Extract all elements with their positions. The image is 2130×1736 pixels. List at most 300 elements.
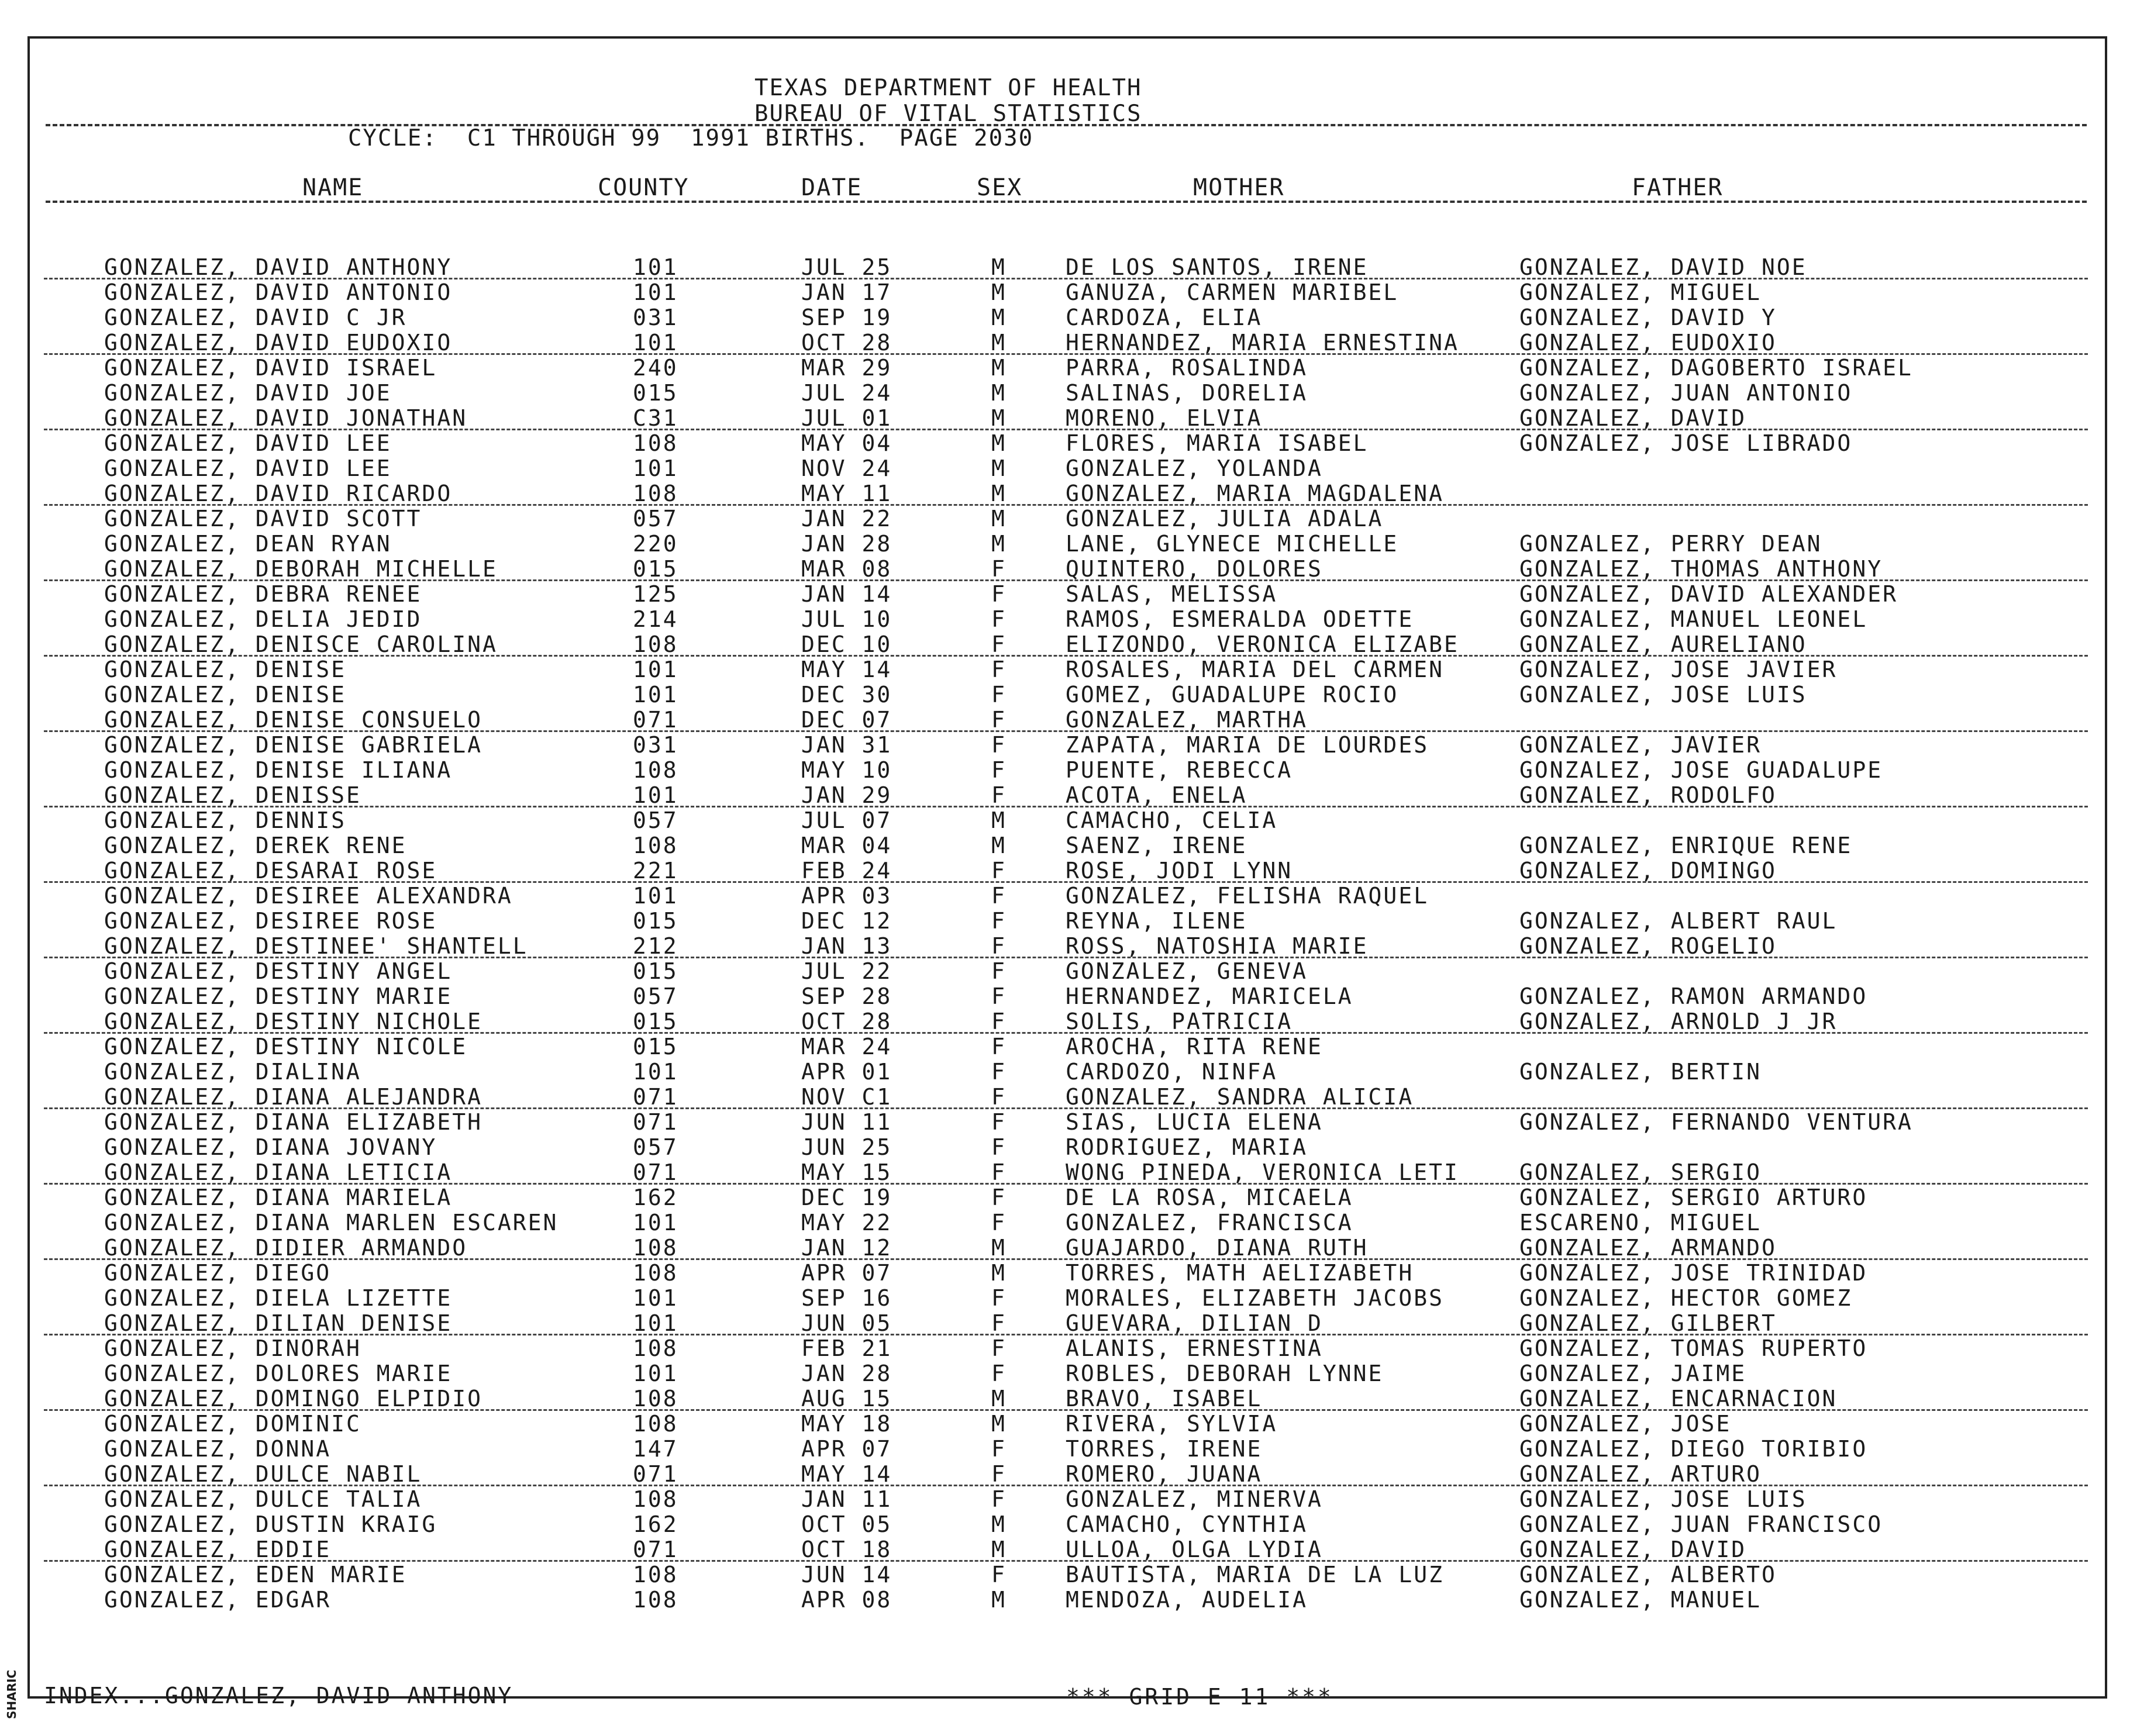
cell-mother: ULLOA, OLGA LYDIA [1066, 1537, 1323, 1562]
cell-date: MAR 24 [801, 1034, 892, 1059]
cell-date: JAN 13 [801, 933, 892, 959]
cell-father: GONZALEZ, RAMON ARMANDO [1519, 983, 1868, 1009]
cell-name: GONZALEZ, DAVID EUDOXIO [104, 330, 453, 356]
cell-date: JUN 11 [801, 1109, 892, 1135]
cell-sex: M [991, 1411, 1007, 1437]
cell-sex: M [991, 279, 1007, 305]
table-row [0, 732, 2080, 757]
table-row [0, 254, 2080, 279]
cell-name: GONZALEZ, DAVID ANTONIO [104, 279, 453, 305]
table-row [0, 1159, 2080, 1184]
cell-name: GONZALEZ, DINORAH [104, 1335, 361, 1361]
cell-father: GONZALEZ, JOSE GUADALUPE [1519, 757, 1883, 783]
cell-sex: F [991, 606, 1007, 632]
footer-grid: *** GRID E 11 *** [1066, 1684, 1333, 1710]
cell-sex: F [991, 1084, 1007, 1110]
cell-mother: CAMACHO, CYNTHIA [1066, 1511, 1308, 1537]
cell-name: GONZALEZ, DAVID ANTHONY [104, 254, 453, 280]
cell-name: GONZALEZ, DAVID RICARDO [104, 481, 453, 506]
cell-father: GONZALEZ, DAVID NOE [1519, 254, 1807, 280]
cell-county: 031 [633, 732, 678, 758]
cell-sex: M [991, 1260, 1007, 1286]
cell-name: GONZALEZ, DELIA JEDID [104, 606, 422, 632]
cell-name: GONZALEZ, DIANA MARLEN ESCAREN [104, 1210, 559, 1235]
cell-name: GONZALEZ, DIANA MARIELA [104, 1185, 453, 1210]
cell-mother: CAMACHO, CELIA [1066, 807, 1278, 833]
cell-date: JUL 01 [801, 405, 892, 431]
cell-mother: HERNANDEZ, MARIA ERNESTINA [1066, 330, 1459, 356]
cell-mother: ELIZONDO, VERONICA ELIZABE [1066, 631, 1459, 657]
cell-name: GONZALEZ, DENNIS [104, 807, 347, 833]
cell-name: GONZALEZ, DOLORES MARIE [104, 1361, 453, 1386]
cell-name: GONZALEZ, DENISE [104, 682, 347, 707]
cell-county: 101 [633, 1059, 678, 1085]
cell-mother: SOLIS, PATRICIA [1066, 1009, 1293, 1034]
cell-father: GONZALEZ, DIEGO TORIBIO [1519, 1436, 1868, 1462]
cell-mother: BAUTISTA, MARIA DE LA LUZ [1066, 1562, 1444, 1587]
cell-sex: M [991, 506, 1007, 532]
header-rule-columns [46, 201, 2087, 203]
cell-sex: F [991, 657, 1007, 682]
cell-mother: TORRES, MATH AELIZABETH [1066, 1260, 1414, 1286]
cell-mother: CARDOZO, NINFA [1066, 1059, 1278, 1085]
cell-date: JAN 29 [801, 782, 892, 808]
cell-name: GONZALEZ, DESTINY ANGEL [104, 958, 453, 984]
cell-mother: MORENO, ELVIA [1066, 405, 1263, 431]
cell-date: MAY 11 [801, 481, 892, 506]
cell-mother: GONZALEZ, YOLANDA [1066, 455, 1323, 481]
table-row [0, 1361, 2080, 1385]
cell-name: GONZALEZ, DOMINGO ELPIDIO [104, 1386, 482, 1411]
cell-father: GONZALEZ, ENCARNACION [1519, 1386, 1838, 1411]
cell-date: MAY 14 [801, 1461, 892, 1487]
cell-father: GONZALEZ, DAGOBERTO ISRAEL [1519, 355, 1913, 381]
cell-father: GONZALEZ, DAVID Y [1519, 305, 1777, 330]
cell-mother: GONZALEZ, GENEVA [1066, 958, 1308, 984]
cell-father: GONZALEZ, JOSE LIBRADO [1519, 430, 1853, 456]
table-row [0, 506, 2080, 530]
cell-date: NOV C1 [801, 1084, 892, 1110]
cell-name: GONZALEZ, DENISCE CAROLINA [104, 631, 498, 657]
cell-county: 108 [633, 1260, 678, 1286]
table-row [0, 908, 2080, 933]
cell-sex: M [991, 380, 1007, 406]
cell-name: GONZALEZ, DENISE ILIANA [104, 757, 453, 783]
cell-mother: PARRA, ROSALINDA [1066, 355, 1308, 381]
cell-county: 071 [633, 1537, 678, 1562]
cell-name: GONZALEZ, DONNA [104, 1436, 332, 1462]
cell-date: JAN 12 [801, 1235, 892, 1261]
cell-date: MAR 04 [801, 833, 892, 858]
cell-date: FEB 24 [801, 858, 892, 883]
cell-date: JUL 24 [801, 380, 892, 406]
cell-county: 101 [633, 1210, 678, 1235]
cell-county: 108 [633, 430, 678, 456]
cell-mother: ALANIS, ERNESTINA [1066, 1335, 1323, 1361]
cell-sex: F [991, 958, 1007, 984]
cell-sex: F [991, 757, 1007, 783]
cell-mother: GOMEZ, GUADALUPE ROCIO [1066, 682, 1399, 707]
cell-sex: M [991, 1511, 1007, 1537]
cell-date: SEP 28 [801, 983, 892, 1009]
cell-father: GONZALEZ, JUAN ANTONIO [1519, 380, 1853, 406]
cell-sex: F [991, 1009, 1007, 1034]
cell-sex: F [991, 933, 1007, 959]
cell-date: OCT 18 [801, 1537, 892, 1562]
cell-county: 071 [633, 1461, 678, 1487]
cell-mother: BRAVO, ISABEL [1066, 1386, 1263, 1411]
cell-county: 162 [633, 1185, 678, 1210]
cell-father: GONZALEZ, ARMANDO [1519, 1235, 1777, 1261]
cell-date: JAN 31 [801, 732, 892, 758]
cell-sex: M [991, 330, 1007, 356]
cell-sex: F [991, 908, 1007, 934]
cell-county: 125 [633, 581, 678, 607]
cell-name: GONZALEZ, DIDIER ARMANDO [104, 1235, 468, 1261]
cell-name: GONZALEZ, DESIREE ALEXANDRA [104, 883, 513, 909]
cell-sex: F [991, 631, 1007, 657]
cell-date: DEC 10 [801, 631, 892, 657]
cell-father: GONZALEZ, SERGIO [1519, 1159, 1762, 1185]
table-row [0, 1210, 2080, 1234]
cell-date: DEC 30 [801, 682, 892, 707]
cell-date: APR 01 [801, 1059, 892, 1085]
cell-mother: ZAPATA, MARIA DE LOURDES [1066, 732, 1429, 758]
cell-mother: QUINTERO, DOLORES [1066, 556, 1323, 582]
cell-sex: F [991, 858, 1007, 883]
cell-county: 220 [633, 531, 678, 557]
cell-mother: DE LA ROSA, MICAELA [1066, 1185, 1353, 1210]
cell-county: 057 [633, 807, 678, 833]
cell-date: APR 07 [801, 1436, 892, 1462]
cell-sex: M [991, 1587, 1007, 1613]
cell-father: GONZALEZ, ARTURO [1519, 1461, 1762, 1487]
cell-county: 057 [633, 1134, 678, 1160]
cell-date: MAY 14 [801, 657, 892, 682]
cell-sex: M [991, 430, 1007, 456]
table-row [0, 833, 2080, 857]
table-row [0, 305, 2080, 329]
cell-date: APR 08 [801, 1587, 892, 1613]
header-cycle: CYCLE: C1 THROUGH 99 1991 BIRTHS. PAGE 2030 [348, 125, 1034, 151]
cell-father: GONZALEZ, FERNANDO VENTURA [1519, 1109, 1913, 1135]
table-row [0, 933, 2080, 958]
cell-sex: M [991, 481, 1007, 506]
cell-name: GONZALEZ, DULCE NABIL [104, 1461, 422, 1487]
cell-county: 015 [633, 908, 678, 934]
cell-sex: M [991, 1386, 1007, 1411]
cell-father: GONZALEZ, ENRIQUE RENE [1519, 833, 1853, 858]
cell-mother: AROCHA, RITA RENE [1066, 1034, 1323, 1059]
cell-mother: GUAJARDO, DIANA RUTH [1066, 1235, 1369, 1261]
cell-date: NOV 24 [801, 455, 892, 481]
cell-sex: F [991, 1109, 1007, 1135]
cell-sex: M [991, 833, 1007, 858]
cell-name: GONZALEZ, DAVID SCOTT [104, 506, 422, 532]
cell-name: GONZALEZ, DENISSE [104, 782, 361, 808]
cell-county: 071 [633, 1084, 678, 1110]
cell-county: 108 [633, 631, 678, 657]
table-row [0, 983, 2080, 1008]
cell-mother: GONZALEZ, MINERVA [1066, 1486, 1323, 1512]
cell-county: 101 [633, 254, 678, 280]
cell-sex: F [991, 1310, 1007, 1336]
cell-father: GONZALEZ, ARNOLD J JR [1519, 1009, 1838, 1034]
cell-county: C31 [633, 405, 678, 431]
table-row [0, 1511, 2080, 1536]
cell-name: GONZALEZ, DENISE CONSUELO [104, 707, 482, 733]
cell-father: GONZALEZ, AURELIANO [1519, 631, 1807, 657]
cell-date: DEC 12 [801, 908, 892, 934]
table-row [0, 1486, 2080, 1511]
cell-father: GONZALEZ, JOSE TRINIDAD [1519, 1260, 1868, 1286]
cell-name: GONZALEZ, DEBORAH MICHELLE [104, 556, 498, 582]
table-row [0, 807, 2080, 832]
cell-mother: RAMOS, ESMERALDA ODETTE [1066, 606, 1414, 632]
cell-date: JUL 22 [801, 958, 892, 984]
side-tag: SHARIC [5, 1669, 19, 1719]
cell-mother: ROSALES, MARIA DEL CARMEN [1066, 657, 1444, 682]
cell-father: GONZALEZ, JOSE LUIS [1519, 1486, 1807, 1512]
cell-father: GONZALEZ, JOSE [1519, 1411, 1732, 1437]
cell-mother: MENDOZA, AUDELIA [1066, 1587, 1308, 1613]
cell-county: 101 [633, 330, 678, 356]
table-row [0, 581, 2080, 606]
col-header-mother: MOTHER [1193, 174, 1285, 201]
table-row [0, 1386, 2080, 1410]
cell-county: 071 [633, 707, 678, 733]
cell-county: 031 [633, 305, 678, 330]
cell-mother: WONG PINEDA, VERONICA LETI [1066, 1159, 1459, 1185]
cell-name: GONZALEZ, DEAN RYAN [104, 531, 392, 557]
cell-county: 214 [633, 606, 678, 632]
cell-mother: DE LOS SANTOS, IRENE [1066, 254, 1369, 280]
table-row [0, 279, 2080, 304]
cell-father: GONZALEZ, DAVID [1519, 405, 1747, 431]
cell-name: GONZALEZ, DESTINY NICOLE [104, 1034, 468, 1059]
cell-mother: SAENZ, IRENE [1066, 833, 1247, 858]
cell-county: 221 [633, 858, 678, 883]
cell-sex: F [991, 1335, 1007, 1361]
cell-county: 108 [633, 1486, 678, 1512]
cell-name: GONZALEZ, DEBRA RENEE [104, 581, 422, 607]
cell-county: 101 [633, 455, 678, 481]
cell-father: GONZALEZ, RODOLFO [1519, 782, 1777, 808]
cell-sex: F [991, 1436, 1007, 1462]
cell-date: SEP 16 [801, 1285, 892, 1311]
cell-date: JAN 28 [801, 531, 892, 557]
cell-sex: M [991, 1235, 1007, 1261]
cell-name: GONZALEZ, DIANA LETICIA [104, 1159, 453, 1185]
cell-county: 071 [633, 1159, 678, 1185]
cell-sex: F [991, 1562, 1007, 1587]
cell-date: JAN 17 [801, 279, 892, 305]
table-row [0, 883, 2080, 907]
cell-mother: PUENTE, REBECCA [1066, 757, 1293, 783]
cell-name: GONZALEZ, DEREK RENE [104, 833, 407, 858]
cell-date: JAN 11 [801, 1486, 892, 1512]
cell-sex: F [991, 883, 1007, 909]
table-row [0, 380, 2080, 405]
cell-father: GONZALEZ, BERTIN [1519, 1059, 1762, 1085]
cell-name: GONZALEZ, DIANA ELIZABETH [104, 1109, 482, 1135]
table-row [0, 481, 2080, 505]
cell-father: GONZALEZ, GILBERT [1519, 1310, 1777, 1336]
col-header-date: DATE [801, 174, 863, 201]
cell-name: GONZALEZ, DUSTIN KRAIG [104, 1511, 437, 1537]
cell-date: JUN 25 [801, 1134, 892, 1160]
cell-date: SEP 19 [801, 305, 892, 330]
cell-name: GONZALEZ, DAVID JOE [104, 380, 392, 406]
cell-sex: F [991, 682, 1007, 707]
cell-father: GONZALEZ, ALBERT RAUL [1519, 908, 1838, 934]
cell-county: 101 [633, 782, 678, 808]
cell-father: GONZALEZ, JOSE LUIS [1519, 682, 1807, 707]
table-row [0, 1084, 2080, 1109]
cell-mother: GONZALEZ, JULIA ADALA [1066, 506, 1384, 532]
cell-sex: F [991, 732, 1007, 758]
cell-sex: F [991, 1361, 1007, 1386]
table-row [0, 1009, 2080, 1033]
cell-date: MAY 18 [801, 1411, 892, 1437]
cell-mother: GONZALEZ, FELISHA RAQUEL [1066, 883, 1429, 909]
cell-date: MAR 08 [801, 556, 892, 582]
cell-county: 015 [633, 556, 678, 582]
cell-date: JUL 10 [801, 606, 892, 632]
cell-county: 108 [633, 757, 678, 783]
cell-mother: ROBLES, DEBORAH LYNNE [1066, 1361, 1384, 1386]
cell-sex: F [991, 1034, 1007, 1059]
cell-father: GONZALEZ, THOMAS ANTHONY [1519, 556, 1883, 582]
cell-father: GONZALEZ, DOMINGO [1519, 858, 1777, 883]
cell-sex: F [991, 707, 1007, 733]
cell-county: 108 [633, 1411, 678, 1437]
cell-father: GONZALEZ, ROGELIO [1519, 933, 1777, 959]
cell-sex: F [991, 1159, 1007, 1185]
table-row [0, 455, 2080, 480]
cell-mother: SALINAS, DORELIA [1066, 380, 1308, 406]
cell-county: 147 [633, 1436, 678, 1462]
cell-date: JAN 22 [801, 506, 892, 532]
col-header-county: COUNTY [598, 174, 690, 201]
cell-name: GONZALEZ, DIEGO [104, 1260, 332, 1286]
cell-name: GONZALEZ, DESTINY NICHOLE [104, 1009, 482, 1034]
table-row [0, 858, 2080, 882]
cell-name: GONZALEZ, DAVID LEE [104, 455, 392, 481]
cell-county: 015 [633, 380, 678, 406]
table-row [0, 1587, 2080, 1611]
cell-date: MAY 22 [801, 1210, 892, 1235]
table-row [0, 1285, 2080, 1310]
cell-name: GONZALEZ, DESIREE ROSE [104, 908, 437, 934]
cell-mother: ROMERO, JUANA [1066, 1461, 1263, 1487]
cell-sex: F [991, 1185, 1007, 1210]
cell-father: GONZALEZ, PERRY DEAN [1519, 531, 1822, 557]
table-row [0, 355, 2080, 379]
cell-date: JAN 14 [801, 581, 892, 607]
cell-county: 101 [633, 1310, 678, 1336]
cell-name: GONZALEZ, DESTINEE' SHANTELL [104, 933, 528, 959]
cell-mother: HERNANDEZ, MARICELA [1066, 983, 1353, 1009]
cell-county: 057 [633, 506, 678, 532]
cell-sex: M [991, 1537, 1007, 1562]
cell-date: FEB 21 [801, 1335, 892, 1361]
table-row [0, 707, 2080, 731]
cell-county: 108 [633, 1587, 678, 1613]
table-row [0, 1185, 2080, 1209]
cell-county: 101 [633, 883, 678, 909]
cell-name: GONZALEZ, DENISE GABRIELA [104, 732, 482, 758]
cell-sex: M [991, 531, 1007, 557]
cell-sex: F [991, 782, 1007, 808]
cell-county: 101 [633, 657, 678, 682]
cell-sex: F [991, 556, 1007, 582]
cell-county: 108 [633, 1335, 678, 1361]
table-row [0, 405, 2080, 430]
cell-mother: RODRIGUEZ, MARIA [1066, 1134, 1308, 1160]
cell-date: OCT 28 [801, 1009, 892, 1034]
cell-father: GONZALEZ, JOSE JAVIER [1519, 657, 1838, 682]
cell-sex: F [991, 1134, 1007, 1160]
cell-father: GONZALEZ, MIGUEL [1519, 279, 1762, 305]
cell-name: GONZALEZ, DIANA JOVANY [104, 1134, 437, 1160]
cell-date: APR 07 [801, 1260, 892, 1286]
table-row [0, 556, 2080, 581]
cell-mother: ACOTA, ENELA [1066, 782, 1247, 808]
cell-sex: F [991, 1486, 1007, 1512]
cell-father: GONZALEZ, JAIME [1519, 1361, 1747, 1386]
cell-date: JUN 05 [801, 1310, 892, 1336]
cell-county: 108 [633, 833, 678, 858]
cell-sex: F [991, 1285, 1007, 1311]
cell-mother: ROSE, JODI LYNN [1066, 858, 1293, 883]
cell-sex: M [991, 305, 1007, 330]
table-row [0, 1059, 2080, 1083]
cell-mother: REYNA, ILENE [1066, 908, 1247, 934]
cell-name: GONZALEZ, DIELA LIZETTE [104, 1285, 453, 1311]
table-row [0, 1562, 2080, 1586]
cell-sex: F [991, 581, 1007, 607]
cell-county: 108 [633, 1562, 678, 1587]
cell-name: GONZALEZ, DAVID C JR [104, 305, 407, 330]
cell-county: 015 [633, 1034, 678, 1059]
cell-county: 015 [633, 1009, 678, 1034]
cell-name: GONZALEZ, DIALINA [104, 1059, 361, 1085]
cell-date: OCT 28 [801, 330, 892, 356]
cell-father: GONZALEZ, JUAN FRANCISCO [1519, 1511, 1883, 1537]
cell-county: 108 [633, 481, 678, 506]
table-row [0, 1235, 2080, 1259]
cell-county: 101 [633, 279, 678, 305]
cell-date: JAN 28 [801, 1361, 892, 1386]
table-row [0, 631, 2080, 656]
table-row [0, 757, 2080, 782]
cell-sex: F [991, 1461, 1007, 1487]
cell-father: GONZALEZ, TOMAS RUPERTO [1519, 1335, 1868, 1361]
cell-mother: TORRES, IRENE [1066, 1436, 1263, 1462]
cell-name: GONZALEZ, DAVID LEE [104, 430, 392, 456]
cell-sex: M [991, 807, 1007, 833]
cell-father: GONZALEZ, HECTOR GOMEZ [1519, 1285, 1853, 1311]
cell-mother: GONZALEZ, MARIA MAGDALENA [1066, 481, 1444, 506]
table-row [0, 1335, 2080, 1360]
cell-name: GONZALEZ, DIANA ALEJANDRA [104, 1084, 482, 1110]
cell-mother: SALAS, MELISSA [1066, 581, 1278, 607]
cell-name: GONZALEZ, DESTINY MARIE [104, 983, 453, 1009]
table-row [0, 1109, 2080, 1134]
cell-date: DEC 19 [801, 1185, 892, 1210]
cell-date: APR 03 [801, 883, 892, 909]
